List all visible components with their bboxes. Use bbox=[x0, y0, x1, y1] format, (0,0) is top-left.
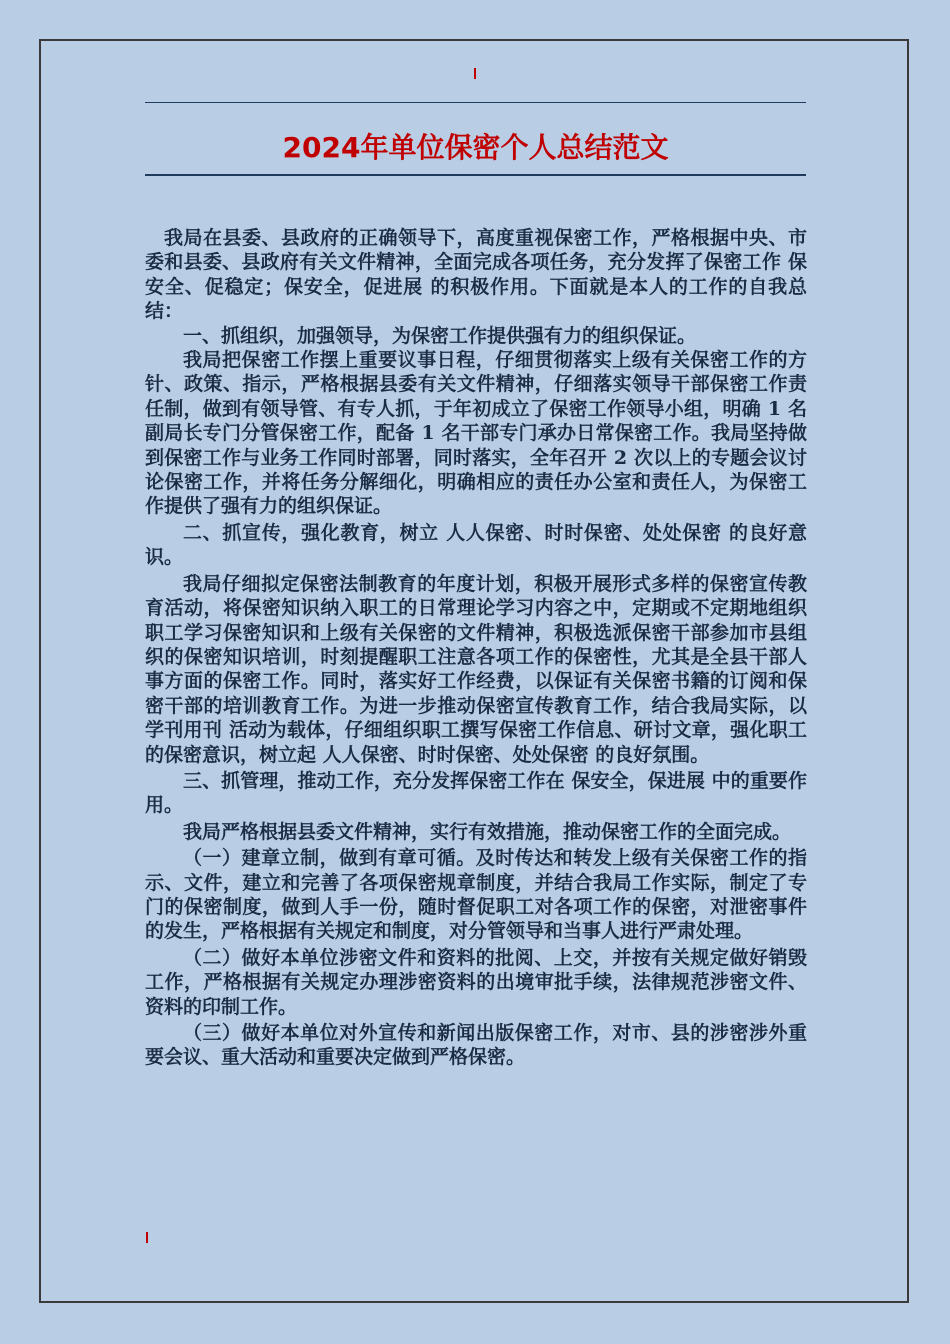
header-rule-bottom bbox=[145, 174, 806, 176]
paragraph-item-1: （一）建章立制，做到有章可循。及时传达和转发上级有关保密工作的指示、文件，建立和完善了各项保密规章制度，并结合我局工作实际，制定了专门的保密制度，做到人手一份，随时督促职工对各项工作的保密，对泄密事件的发生，严格根据有关规定和制度，对分管领导和当事人进行严肃处理。 bbox=[145, 847, 807, 943]
document-title: 2024年单位保密个人总结范文 bbox=[282, 131, 669, 164]
heading-section-1: 一、抓组织，加强领导，为保密工作提供强有力的组织保证。 bbox=[183, 324, 697, 347]
heading-section-2: 二、抓宣传，强化教育，树立 人人保密、时时保密、处处保密 的良好意识。 bbox=[145, 521, 807, 569]
top-cursor-mark bbox=[474, 68, 476, 79]
paragraph-item-3: （三）做好本单位对外宣传和新闻出版保密工作，对市、县的涉密涉外重要会议、重大活动和重要决定做到严格保密。 bbox=[145, 1022, 807, 1069]
paragraph-item-2: （二）做好本单位涉密文件和资料的批阅、上交，并按有关规定做好销毁工作，严格根据有关规定办理涉密资料的出境审批手续，法律规范涉密文件、资料的印制工作。 bbox=[145, 946, 807, 1018]
bottom-cursor-mark bbox=[146, 1232, 148, 1243]
heading-section-3: 三、抓管理，推动工作，充分发挥保密工作在 保安全，保进展 中的重要作用。 bbox=[145, 769, 807, 817]
header-rule-top bbox=[145, 102, 806, 103]
paragraph-intro: 我局在县委、县政府的正确领导下，高度重视保密工作，严格根据中央、市委和县委、县政府有关文件精神，全面完成各项任务，充分发挥了保密工作 保安全、促稳定；保安全，促进展 的积极作用。下面就是本人的工作的自我总结： bbox=[145, 227, 807, 323]
paragraph-section-2: 我局仔细拟定保密法制教育的年度计划，积极开展形式多样的保密宣传教育活动，将保密知识纳入职工的日常理论学习内容之中，定期或不定期地组织职工学习保密知识和上级有关保密的文件精神，积极选派保密干部参加市县组织的保密知识培训，时刻提醒职工注意各项工作的保密性，尤其是全县干部人事方面的保密工作。同时，落实好工作经费，以保证有关保密书籍的订阅和保密干部的培训教育工作。为进一步推动保密宣传教育工作，结合我局实际，以 学刊用刊 活动为载体，仔细组织职工撰写保密工作信息、研讨文章，强化职工的保密意识，树立起 人人保密、时时保密、处处保密 的良好氛围。 bbox=[145, 572, 807, 766]
paragraph-section-3: 我局严格根据县委文件精神，实行有效措施，推动保密工作的全面完成。 bbox=[183, 820, 792, 843]
paragraph-section-1: 我局把保密工作摆上重要议事日程，仔细贯彻落实上级有关保密工作的方针、政策、指示，严格根据县委有关文件精神，仔细落实领导干部保密工作责任制，做到有领导管、有专人抓，于年初成立了保密工作领导小组，明确 1 名副局长专门分管保密工作，配备 1 名干部专门承办日常保密工作。我局坚持做到保密工作与业务工作同时部署，同时落实，全年召开 2 次以上的专题会议讨论保密工作，并将任务分解细化，明确相应的责任办公室和责任人，为保密工作提供了强有力的组织保证。 bbox=[145, 349, 807, 518]
document-body bbox=[145, 226, 807, 1070]
